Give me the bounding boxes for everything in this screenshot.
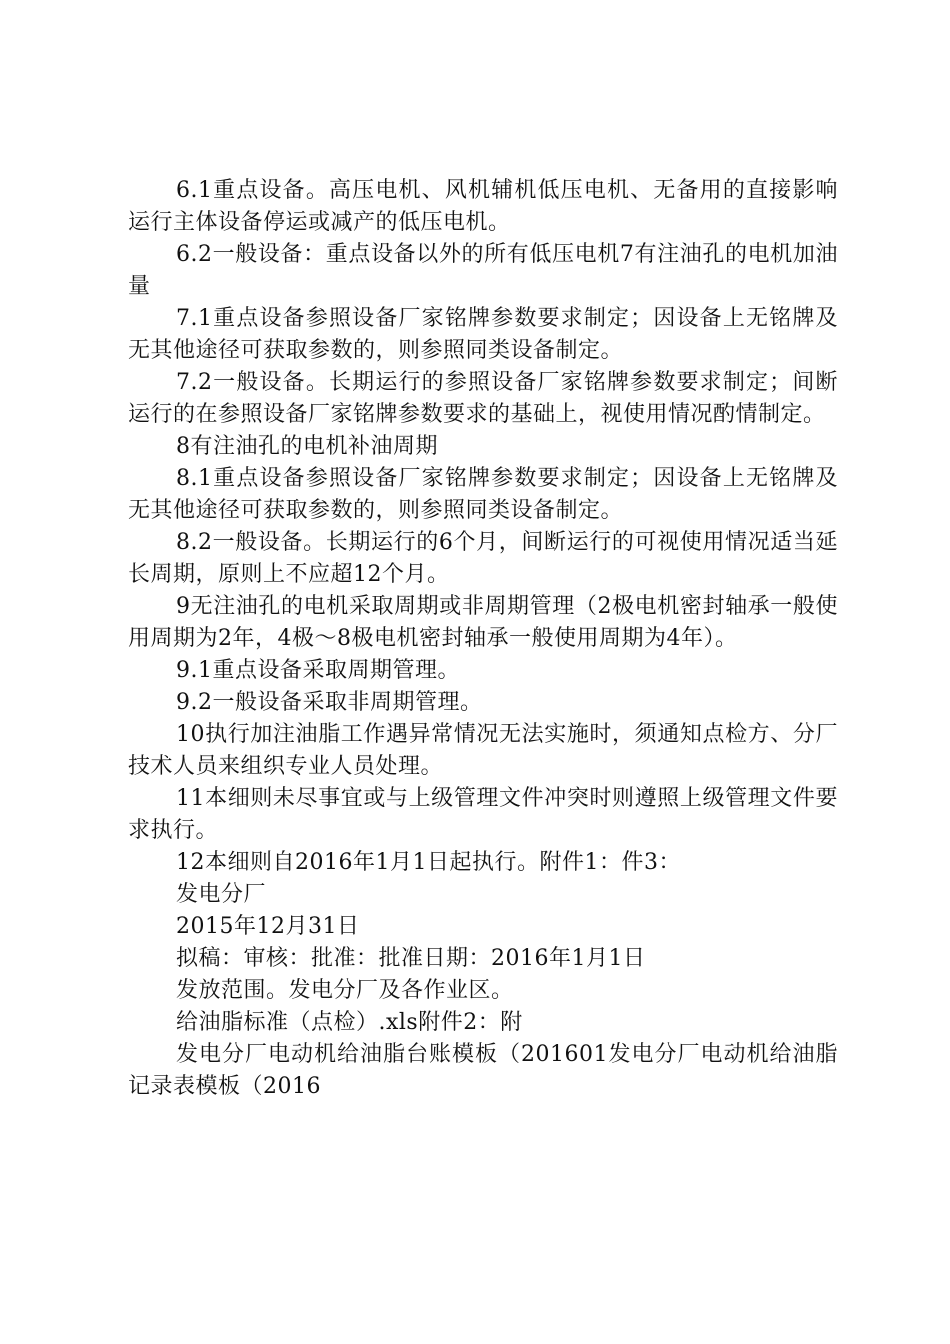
paragraph-7-1: 7.1重点设备参照设备厂家铭牌参数要求制定；因设备上无铭牌及无其他途径可获取参数的，则参照同类设备制定。 [128, 306, 838, 363]
paragraph-10: 10执行加注油脂工作遇异常情况无法实施时，须通知点检方、分厂技术人员来组织专业人员处理。 [128, 722, 838, 779]
paragraph-9: 9无注油孔的电机采取周期或非周期管理（2极电机密封轴承一般使用周期为2年，4极～8极电机密封轴承一般使用周期为4年）。 [128, 594, 838, 651]
paragraph-8: 8有注油孔的电机补油周期 [176, 434, 438, 459]
paragraph-11: 11本细则未尽事宜或与上级管理文件冲突时则遵照上级管理文件要求执行。 [128, 786, 838, 843]
attachment-template-line: 发电分厂电动机给油脂台账模板（201601发电分厂电动机给油脂记录表模板（2016 [128, 1042, 838, 1099]
paragraph-9-2: 9.2一般设备采取非周期管理。 [176, 690, 483, 715]
paragraph-12: 12本细则自2016年1月1日起执行。附件1：件3： [176, 850, 681, 875]
date-line: 2015年12月31日 [176, 914, 360, 939]
attachment-line: 给油脂标准（点检）.xls附件2：附 [176, 1010, 523, 1035]
distribution-line: 发放范围。发电分厂及各作业区。 [176, 978, 514, 1003]
paragraph-6-2: 6.2一般设备：重点设备以外的所有低压电机7有注油孔的电机加油量 [128, 242, 838, 299]
paragraph-8-1: 8.1重点设备参照设备厂家铭牌参数要求制定；因设备上无铭牌及无其他途径可获取参数的，则参照同类设备制定。 [128, 466, 838, 523]
paragraph-6-1: 6.1重点设备。高压电机、风机辅机低压电机、无备用的直接影响运行主体设备停运或减产的低压电机。 [128, 178, 838, 235]
paragraph-8-2: 8.2一般设备。长期运行的6个月，间断运行的可视使用情况适当延长周期，原则上不应超12个月。 [128, 530, 838, 587]
paragraph-7-2: 7.2一般设备。长期运行的参照设备厂家铭牌参数要求制定；间断运行的在参照设备厂家铭牌参数要求的基础上，视使用情况酌情制定。 [128, 370, 838, 427]
approval-line: 拟稿：审核：批准：批准日期：2016年1月1日 [176, 946, 646, 971]
issuer-line: 发电分厂 [176, 882, 267, 907]
document-body [128, 175, 838, 1103]
paragraph-9-1: 9.1重点设备采取周期管理。 [176, 658, 460, 683]
